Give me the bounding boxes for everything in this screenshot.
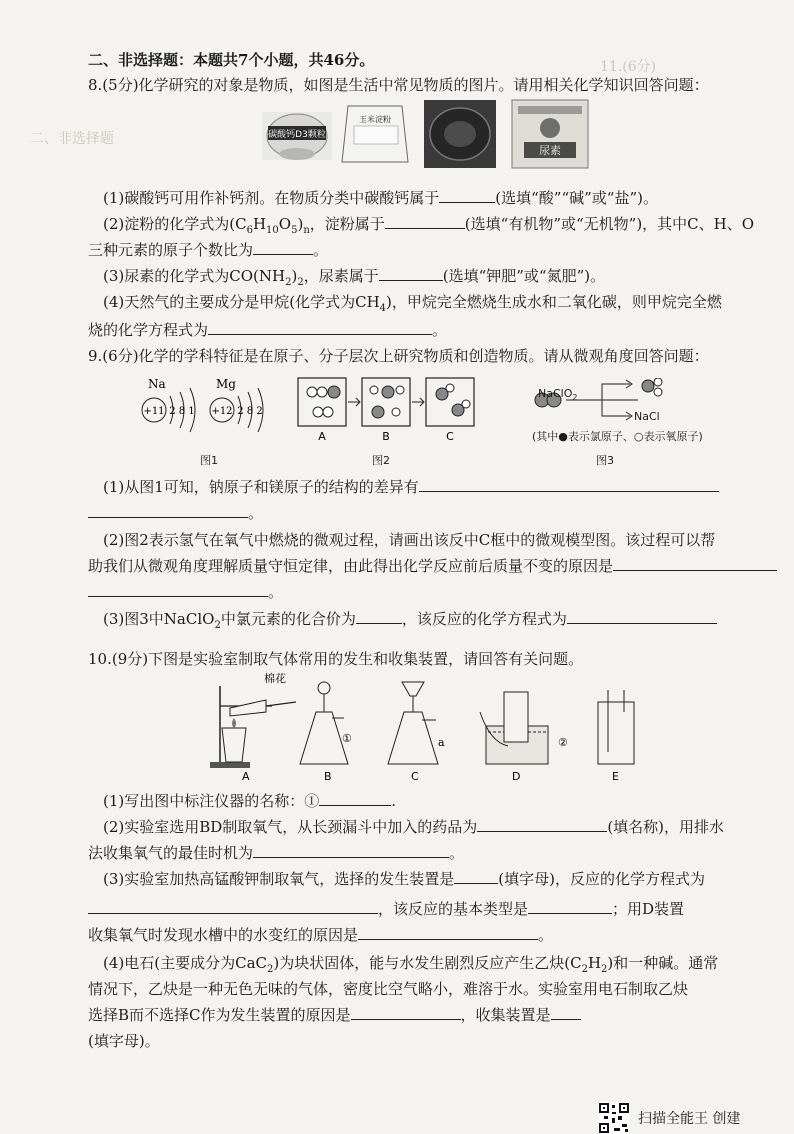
q8-part4: (4)天然气的主要成分是甲烷(化学式为$CH_4$)，甲烷完全燃烧生成水和二氧化碳，则甲烷完全燃	[103, 293, 722, 314]
answer-blank[interactable]	[551, 1005, 581, 1020]
answer-blank[interactable]	[88, 503, 248, 518]
q10-part2-cont: 法收集氧气的最佳时机为 。	[88, 844, 465, 862]
na-electron-shells: 2 8 1	[169, 406, 195, 417]
nacl-label: NaCl	[634, 410, 660, 423]
mg-symbol: Mg	[216, 377, 236, 391]
qr-code-icon	[598, 1102, 630, 1134]
atomic-structure-diagram	[136, 370, 286, 444]
answer-blank[interactable]	[358, 925, 538, 940]
lab-apparatus-diagram	[206, 672, 646, 784]
answer-blank[interactable]	[567, 609, 717, 624]
box-a-label: A	[318, 430, 326, 443]
answer-blank[interactable]	[419, 477, 719, 492]
urea-bag-photo	[512, 100, 588, 168]
label-a: a	[438, 736, 445, 749]
q10-part3: (3)实验室加热高锰酸钾制取氧气，选择的发生装置是 (填字母)，反应的化学方程式为	[103, 870, 705, 888]
q8-part4-cont: 烧的化学方程式为 。	[88, 321, 448, 339]
apparatus-d	[480, 692, 568, 764]
fig3-legend: (其中●表示氯原子、○表示氧原子)	[532, 430, 703, 443]
label-1: ①	[342, 732, 352, 745]
q9-part2: (2)图2表示氢气在氧气中燃烧的微观过程，请画出该反中C框中的微观模型图。该过程可以帮	[103, 531, 716, 549]
app-label-a: A	[242, 770, 250, 783]
answer-blank[interactable]	[88, 582, 268, 597]
q8-part1: (1)碳酸钙可用作补钙剂。在物质分类中碳酸钙属于 (选填“酸”“碱”或“盐”)。	[103, 189, 658, 207]
apparatus-a	[210, 686, 296, 768]
scanner-watermark	[598, 1102, 740, 1134]
q8-part2-cont: 三种元素的原子个数比为 。	[88, 241, 329, 259]
q9-part1: (1)从图1可知，钠原子和镁原子的结构的差异有	[103, 477, 719, 497]
bleed-through-text: 11.(6分)	[600, 59, 657, 75]
naclo2-label: NaClO$_2$	[538, 387, 578, 403]
apparatus-b	[300, 682, 352, 764]
na-symbol: Na	[148, 377, 166, 391]
fig1-caption: 图1	[200, 454, 218, 467]
na-nucleus: +11	[143, 406, 165, 417]
answer-blank[interactable]	[253, 240, 313, 255]
apparatus-c	[388, 682, 445, 764]
answer-blank[interactable]	[208, 320, 432, 335]
answer-blank[interactable]	[528, 899, 612, 914]
answer-blank[interactable]	[351, 1005, 461, 1020]
box-b-label: B	[382, 430, 390, 443]
answer-blank[interactable]	[454, 869, 498, 884]
q8-stem: 8.(5分)化学研究的对象是物质，如图是生活中常见物质的图片。请用相关化学知识回答问题：	[88, 76, 709, 94]
watermark-text: 扫描全能王 创建	[638, 1111, 741, 1127]
answer-blank[interactable]	[253, 843, 449, 858]
answer-blank[interactable]	[319, 791, 391, 806]
app-label-d: D	[512, 770, 521, 783]
answer-blank[interactable]	[477, 817, 607, 832]
fig3-caption: 图3	[596, 454, 614, 467]
q10-part4: (4)电石(主要成分为CaC$_2$)为块状固体，能与水发生剧烈反应产生乙炔$(C_2H_2)$和一种碱。通常	[103, 954, 719, 975]
q10-part2: (2)实验室选用BD制取氧气，从长颈漏斗中加入的药品为 (填名称)，用排水	[103, 818, 725, 836]
q9-part2-cont: 助我们从微观角度理解质量守恒定律，由此得出化学反应前后质量不变的原因是	[88, 556, 777, 576]
answer-blank[interactable]	[385, 214, 465, 229]
box-a	[298, 378, 346, 426]
box-b	[362, 378, 410, 426]
answer-blank[interactable]	[88, 899, 378, 914]
micro-process-diagram	[296, 376, 480, 448]
label-2: ②	[558, 736, 568, 749]
q10-part4-end: (填字母)。	[88, 1032, 160, 1050]
q10-part3-end: 收集氧气时发现水槽中的水变红的原因是 。	[88, 926, 554, 944]
q10-part1: (1)写出图中标注仪器的名称：① .	[103, 792, 397, 810]
box-c-label: C	[446, 430, 454, 443]
corn-starch-label: 玉米淀粉	[359, 115, 391, 124]
q9-part1-cont: 。	[88, 503, 263, 523]
q10-part4-cont: 情况下，乙炔是一种无色无味的气体，密度比空气略小，难溶于水。实验室用电石制取乙炔	[88, 980, 689, 998]
calcium-photo-label: 碳酸钙D3颗粒	[268, 130, 326, 140]
mg-nucleus: +12	[211, 406, 233, 417]
q8-photos	[262, 98, 592, 170]
apparatus-e	[598, 690, 634, 764]
app-label-e: E	[612, 770, 619, 783]
answer-blank[interactable]	[439, 188, 495, 203]
answer-blank[interactable]	[356, 609, 402, 624]
app-label-b: B	[324, 770, 332, 783]
section-heading: 二、非选择题：本题共7个小题，共46分。	[88, 51, 375, 69]
q10-stem: 10.(9分)下图是实验室制取气体常用的发生和收集装置，请回答有关问题。	[88, 650, 584, 668]
bleed-through-text: 二、非选择题	[30, 131, 114, 147]
cotton-label: 棉花	[264, 672, 286, 685]
mg-electron-shells: 2 8 2	[237, 406, 263, 417]
q10-part4-cont2: 选择B而不选择C作为发生装置的原因是 ，收集装置是	[88, 1005, 581, 1025]
q9-part3: (3)图3中NaClO$_2$中氯元素的化合价为 ，该反应的化学方程式为	[103, 609, 717, 636]
q9-part2-end: 。	[88, 582, 283, 602]
app-label-c: C	[411, 770, 419, 783]
answer-blank[interactable]	[379, 266, 443, 281]
urea-label: 尿素	[539, 144, 561, 157]
fig2-caption: 图2	[372, 454, 390, 467]
q8-part3: (3)尿素的化学式为$CO(NH_2)_2$，尿素属于 (选填“钾肥”或“氮肥”)。	[103, 267, 606, 288]
q8-part2: (2)淀粉的化学式为$(C_6H_{10}O_5)_n$，淀粉属于 (选填“有机物”或“无机物”)，其中C、H、O	[103, 215, 755, 236]
q10-part3-cont: ，该反应的基本类型是 ；用D装置	[88, 899, 684, 919]
answer-blank[interactable]	[613, 556, 777, 571]
q9-stem: 9.(6分)化学的学科特征是在原子、分子层次上研究物质和创造物质。请从微观角度回答问题：	[88, 347, 709, 365]
gas-burner-photo	[424, 100, 496, 168]
